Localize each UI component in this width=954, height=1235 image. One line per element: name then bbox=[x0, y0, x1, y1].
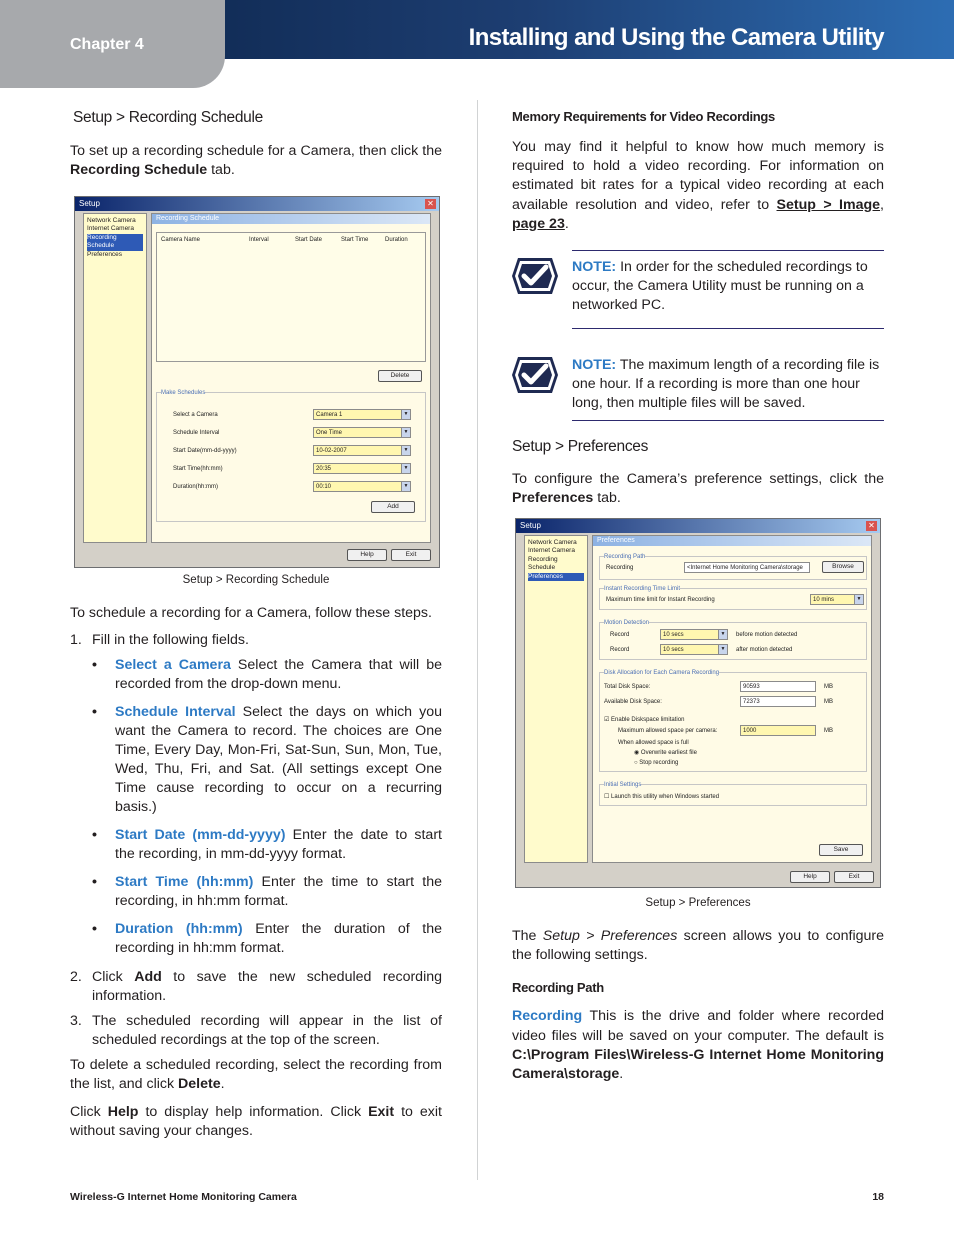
recording-path-tail: . bbox=[619, 1065, 624, 1082]
start-time-value: 20:35 bbox=[316, 466, 332, 472]
intro-paragraph bbox=[70, 142, 442, 180]
bullet-start-date bbox=[92, 826, 442, 864]
bullet-schedule-interval bbox=[92, 703, 442, 817]
left-column-body bbox=[70, 604, 442, 1141]
instant-recording-group bbox=[599, 588, 867, 610]
step-2-number: 2. bbox=[70, 968, 82, 985]
delete-button[interactable]: Delete bbox=[378, 370, 422, 382]
make-schedules-group bbox=[156, 392, 426, 522]
nav-tree bbox=[83, 213, 147, 543]
memory-heading: Memory Requirements for Video Recordings bbox=[512, 109, 775, 124]
record-before-dropdown[interactable] bbox=[660, 629, 728, 640]
select-camera-label: Select a Camera bbox=[173, 412, 218, 418]
record-after-value: 10 secs bbox=[663, 647, 684, 653]
col-interval: Interval bbox=[249, 237, 269, 243]
start-date-label: Start Date(mm-dd-yyyy) bbox=[173, 448, 237, 454]
bullet-term: Select a Camera bbox=[115, 657, 231, 674]
steps-list bbox=[70, 631, 442, 1050]
enable-limit-checkbox[interactable]: ☑ Enable Diskspace limitation bbox=[604, 717, 685, 723]
mb-unit: MB bbox=[824, 728, 833, 734]
available-disk-field: 72373 bbox=[740, 696, 816, 707]
motion-detection-group bbox=[599, 622, 867, 660]
exit-button[interactable]: Exit bbox=[834, 871, 874, 883]
recording-path-heading: Recording Path bbox=[512, 980, 604, 996]
help-text-2: to display help information. Click bbox=[138, 1103, 369, 1120]
max-space-label: Maximum allowed space per camera: bbox=[618, 728, 718, 734]
page-number: 18 bbox=[872, 1191, 884, 1203]
bullet-start-time bbox=[92, 873, 442, 911]
tab-recording-schedule: Recording Schedule bbox=[152, 214, 430, 224]
stop-label: Stop recording bbox=[639, 760, 679, 766]
col-camera-name: Camera Name bbox=[161, 237, 201, 243]
exit-button[interactable]: Exit bbox=[391, 549, 431, 561]
intro-tail: tab. bbox=[207, 161, 235, 178]
schedule-interval-dropdown[interactable] bbox=[313, 427, 411, 438]
help-bold: Help bbox=[107, 1103, 139, 1120]
chevron-down-icon: ▼ bbox=[401, 482, 410, 491]
chapter-tab bbox=[0, 0, 225, 88]
select-camera-dropdown[interactable] bbox=[313, 409, 411, 420]
screenshot-preferences bbox=[515, 518, 881, 888]
note-1-text bbox=[572, 258, 884, 315]
screen-text: The bbox=[512, 928, 543, 944]
available-disk-label: Available Disk Space: bbox=[604, 699, 662, 705]
bullet-text: Enter the time to start the recording, in hh:mm format. bbox=[115, 874, 442, 910]
checkmark-icon bbox=[512, 256, 558, 296]
tree-item-network-camera: Network Camera bbox=[528, 539, 577, 546]
select-camera-value: Camera 1 bbox=[316, 412, 343, 418]
section-heading-recording-schedule: Setup > Recording Schedule bbox=[73, 109, 263, 126]
column-divider bbox=[477, 100, 478, 1180]
screen-tail: screen allows you to configure the following settings. bbox=[512, 928, 884, 964]
tree-item-preferences: Preferences bbox=[87, 250, 123, 258]
section-heading-preferences: Setup > Preferences bbox=[512, 437, 649, 455]
screenshot-recording-schedule bbox=[74, 196, 440, 568]
record-after-dropdown[interactable] bbox=[660, 644, 728, 655]
preferences-paragraph bbox=[512, 470, 884, 508]
bullet-text: Select the days on which you want the Camera to record. The choices are One Time, Every Day, Mon-Fri, Sat-Sun, Sun, Mon, Tue, Wed, Thu, Fri, and Sat. (All settings except One Time cause recording to occur on a recurring basis.) bbox=[115, 704, 443, 816]
recording-path-group bbox=[599, 556, 867, 580]
launch-label: Launch this utility when Windows started bbox=[611, 794, 720, 800]
chevron-down-icon: ▼ bbox=[718, 645, 727, 654]
step-1-number: 1. bbox=[70, 632, 82, 649]
note-1-box bbox=[572, 250, 884, 329]
memory-tail: . bbox=[564, 215, 569, 232]
chevron-down-icon: ▼ bbox=[854, 595, 863, 604]
right-column bbox=[512, 108, 884, 508]
duration-value: 00:10 bbox=[316, 484, 332, 490]
steps-intro: To schedule a recording for a Camera, follow these steps. bbox=[70, 605, 432, 621]
total-disk-field: 90593 bbox=[740, 681, 816, 692]
add-button[interactable]: Add bbox=[371, 501, 415, 513]
step-3-number: 3. bbox=[70, 1012, 82, 1029]
duration-field[interactable] bbox=[313, 481, 411, 492]
browse-button[interactable]: Browse bbox=[822, 561, 864, 573]
overwrite-radio[interactable]: ◉ Overwrite earliest file bbox=[634, 750, 697, 756]
schedule-interval-label: Schedule Interval bbox=[173, 430, 220, 436]
memory-paragraph bbox=[512, 138, 884, 233]
overwrite-label: Overwrite earliest file bbox=[640, 750, 697, 756]
bullet-term: Schedule Interval bbox=[115, 704, 236, 721]
record-before-tail: before motion detected bbox=[736, 632, 798, 638]
col-start-date: Start Date bbox=[295, 237, 323, 243]
delete-paragraph bbox=[70, 1056, 442, 1094]
start-time-field[interactable] bbox=[313, 463, 411, 474]
help-text: Click bbox=[70, 1103, 108, 1120]
start-date-field[interactable] bbox=[313, 445, 411, 456]
link-page-23[interactable]: page 23 bbox=[512, 215, 565, 232]
record-before-label: Record bbox=[610, 632, 630, 638]
disk-allocation-group-label: Disk Allocation for Each Camera Recording bbox=[604, 670, 720, 676]
tree-item-preferences: Preferences bbox=[528, 573, 584, 581]
left-column bbox=[70, 108, 442, 180]
field-bullets bbox=[92, 656, 442, 958]
motion-detection-group-label: Motion Detection bbox=[604, 620, 650, 626]
mb-unit: MB bbox=[824, 684, 833, 690]
chapter-title: Installing and Using the Camera Utility bbox=[468, 24, 884, 51]
screen-italic: Setup > Preferences bbox=[542, 928, 678, 944]
step-2 bbox=[70, 968, 442, 1006]
make-schedules-label: Make Schedules bbox=[161, 390, 206, 396]
pref-tail: tab. bbox=[593, 489, 621, 506]
start-time-label: Start Time(hh:mm) bbox=[173, 466, 223, 472]
launch-checkbox[interactable]: ☐ Launch this utility when Windows started bbox=[604, 794, 720, 800]
max-space-field[interactable]: 1000 bbox=[740, 725, 816, 736]
bullet-duration bbox=[92, 920, 442, 958]
delete-bold: Delete bbox=[178, 1075, 221, 1092]
stop-radio[interactable]: ○ Stop recording bbox=[634, 760, 679, 766]
delete-text: To delete a scheduled recording, select the recording from the list, and click bbox=[70, 1056, 442, 1092]
tree-item-recording-schedule: Recording Schedule bbox=[87, 234, 143, 251]
note-2-box bbox=[572, 349, 884, 421]
recording-label: Recording bbox=[606, 565, 634, 571]
exit-bold: Exit bbox=[368, 1103, 395, 1120]
intro-bold: Recording Schedule bbox=[70, 161, 208, 178]
recording-term: Recording bbox=[512, 1008, 583, 1025]
mb-unit: MB bbox=[824, 699, 833, 705]
footer-product: Wireless-G Internet Home Monitoring Camera bbox=[70, 1191, 297, 1203]
memory-sep: , bbox=[880, 196, 884, 213]
memory-text: You may find it helpful to know how much memory is required to hold a video recording. For information on estimated bit rates for a typical video recording at each available resolution and video, refer to bbox=[512, 139, 884, 213]
tree-item-network-camera: Network Camera bbox=[87, 217, 136, 224]
help-tail: to exit without saving your changes. bbox=[70, 1103, 442, 1139]
schedule-interval-value: One Time bbox=[316, 430, 343, 436]
note-2 bbox=[512, 349, 884, 421]
preferences-panel bbox=[592, 535, 872, 863]
initial-settings-group bbox=[599, 784, 867, 806]
step-1 bbox=[70, 631, 442, 958]
step-3-text: The scheduled recording will appear in the list of scheduled recordings at the top of the screen. bbox=[92, 1012, 442, 1048]
max-time-label: Maximum time limit for Instant Recording bbox=[606, 597, 715, 603]
note-2-text bbox=[572, 356, 884, 413]
recording-path-text: This is the drive and folder where recorded video files will be saved on your computer. The default is bbox=[512, 1008, 884, 1044]
step-2-bold: Add bbox=[134, 968, 162, 985]
note-2-body: The maximum length of a recording file is one hour. If a recording is more than one hour long, then multiple files will be saved. bbox=[572, 356, 880, 411]
pref-bold: Preferences bbox=[512, 489, 594, 506]
checkmark-icon bbox=[512, 355, 558, 395]
schedule-panel bbox=[151, 213, 431, 543]
record-before-value: 10 secs bbox=[663, 632, 684, 638]
bullet-text: Enter the date to start the recording, in mm-dd-yyyy format. bbox=[115, 827, 442, 863]
tree-item-internet-camera: Internet Camera bbox=[528, 547, 575, 555]
step-1-text: Fill in the following fields. bbox=[92, 632, 249, 649]
tree-item-internet-camera: Internet Camera bbox=[87, 225, 134, 233]
instant-recording-group-label: Instant Recording Time Limit bbox=[604, 586, 681, 592]
bullet-text: Select the Camera that will be recorded from the drop-down menu. bbox=[115, 657, 442, 693]
step-2-tail: to save the new scheduled recording information. bbox=[92, 968, 443, 1004]
chevron-down-icon: ▼ bbox=[718, 630, 727, 639]
delete-tail: . bbox=[220, 1075, 225, 1092]
recording-path-field[interactable]: <Internet Home Monitoring Camera\storage bbox=[684, 562, 810, 573]
max-time-value: 10 mins bbox=[813, 597, 835, 603]
max-time-dropdown[interactable] bbox=[810, 594, 864, 605]
when-full-label: When allowed space is full bbox=[618, 740, 689, 746]
right-column-body bbox=[512, 927, 884, 1084]
col-start-time: Start Time bbox=[341, 237, 369, 243]
note-1 bbox=[512, 250, 884, 329]
tree-item-recording-schedule: Recording Schedule bbox=[528, 555, 558, 572]
step-3 bbox=[70, 1012, 442, 1050]
default-path: C:\Program Files\Wireless-G Internet Home Monitoring Camera\storage bbox=[512, 1046, 884, 1082]
enable-limit-label: Enable Diskspace limitation bbox=[611, 717, 685, 723]
start-date-value: 10-02-2007 bbox=[316, 448, 347, 454]
close-icon: ✕ bbox=[425, 199, 436, 209]
caption-preferences: Setup > Preferences bbox=[645, 897, 751, 909]
screen-paragraph bbox=[512, 927, 884, 965]
note-2-label: NOTE: bbox=[572, 356, 617, 373]
chevron-down-icon: ▼ bbox=[401, 446, 410, 455]
note-1-label: NOTE: bbox=[572, 258, 617, 275]
disk-allocation-group bbox=[599, 672, 867, 772]
col-duration: Duration bbox=[385, 237, 408, 243]
chevron-down-icon: ▼ bbox=[401, 428, 410, 437]
note-1-body: In order for the scheduled recordings to occur, the Camera Utility must be running on a networked PC. bbox=[572, 258, 868, 313]
record-after-label: Record bbox=[610, 647, 630, 653]
schedule-list bbox=[156, 232, 426, 362]
bullet-select-camera bbox=[92, 656, 442, 694]
save-button[interactable]: Save bbox=[819, 844, 863, 856]
page-header bbox=[0, 0, 954, 88]
bullet-term: Start Time (hh:mm) bbox=[115, 874, 254, 891]
initial-settings-group-label: Initial Settings bbox=[604, 782, 642, 788]
chevron-down-icon: ▼ bbox=[401, 410, 410, 419]
record-after-tail: after motion detected bbox=[736, 647, 793, 653]
recording-path-group-label: Recording Path bbox=[604, 554, 646, 560]
caption-recording-schedule: Setup > Recording Schedule bbox=[182, 574, 330, 586]
nav-tree bbox=[524, 535, 588, 863]
chapter-label: Chapter 4 bbox=[70, 36, 144, 53]
window-title: Setup bbox=[75, 197, 439, 211]
bullet-term: Start Date (mm-dd-yyyy) bbox=[115, 827, 286, 844]
link-setup-image[interactable]: Setup > Image bbox=[776, 196, 881, 213]
help-button[interactable]: Help bbox=[790, 871, 830, 883]
pref-text: To configure the Camera’s preference settings, click the bbox=[512, 470, 884, 487]
duration-label: Duration(hh:mm) bbox=[173, 484, 219, 490]
help-button[interactable]: Help bbox=[347, 549, 387, 561]
close-icon: ✕ bbox=[866, 521, 877, 531]
help-paragraph bbox=[70, 1103, 442, 1141]
chevron-down-icon: ▼ bbox=[401, 464, 410, 473]
tab-preferences: Preferences bbox=[593, 536, 871, 546]
bullet-text: Enter the duration of the recording in hh:mm format. bbox=[115, 921, 442, 957]
intro-text: To set up a recording schedule for a Camera, then click the bbox=[70, 142, 442, 159]
window-title: Setup bbox=[516, 519, 880, 533]
step-2-text: Click bbox=[92, 968, 135, 985]
total-disk-label: Total Disk Space: bbox=[604, 684, 651, 690]
bullet-term: Duration (hh:mm) bbox=[115, 921, 243, 938]
recording-path-paragraph bbox=[512, 1007, 884, 1083]
